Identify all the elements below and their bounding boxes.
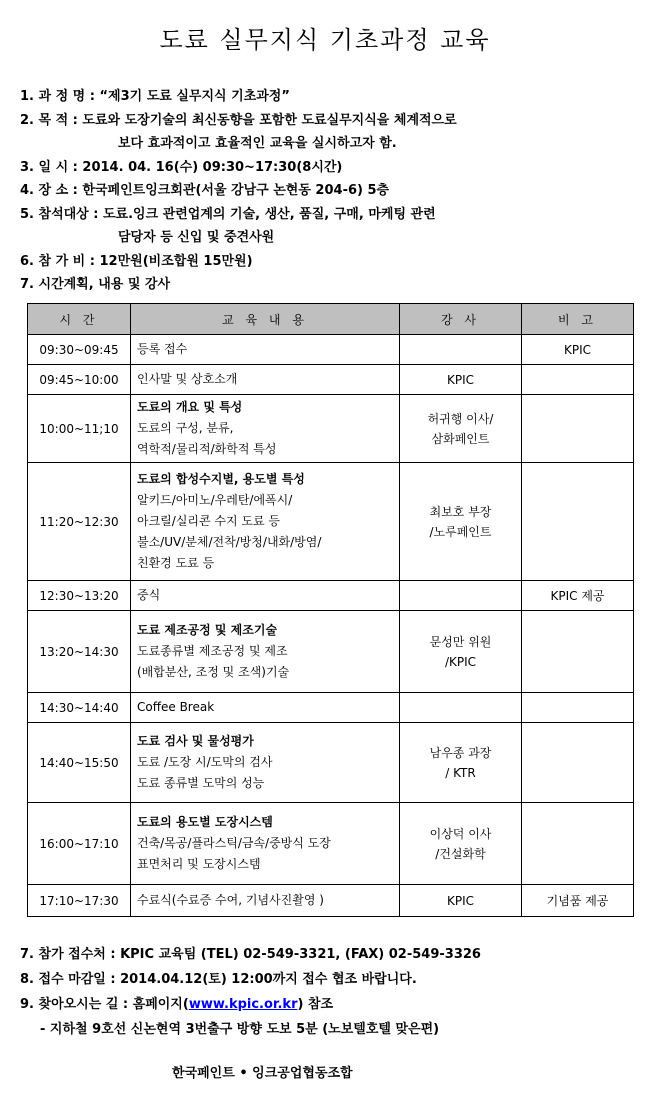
website-link[interactable]: www.kpic.or.kr: [188, 997, 298, 1012]
info-course-name: 1. 과 정 명 : “제3기 도료 실무지식 기초과정”: [20, 89, 290, 104]
row-content: 등록 접수: [131, 335, 400, 365]
info-purpose: 2. 목 적 : 도료와 도장기술의 최신동향을 포함한 도료실무지식을 체계적으로: [20, 112, 457, 128]
row-lecturer: KPIC: [400, 885, 522, 917]
row-note: [522, 723, 634, 803]
row-time: 09:45~10:00: [28, 365, 131, 395]
row-note: 기념품 제공: [522, 885, 634, 917]
row-content: 도료의 개요 및 특성 도료의 구성, 분류, 역학적/물리적/화학적 특성: [131, 395, 400, 463]
row-lecturer: [400, 693, 522, 723]
row-content: 수료식(수료증 수여, 기념사진촬영 ): [131, 885, 400, 917]
row-content: 도료 제조공정 및 제조기술 도료종류별 제조공정 및 제조 (배합분산, 조정 및 조색)기술: [131, 611, 400, 693]
row-note: [522, 365, 634, 395]
row-note: [522, 693, 634, 723]
row-lecturer: 최보호 부장 /노루페인트: [400, 463, 522, 581]
row-time: 14:30~14:40: [28, 693, 131, 723]
row-time: 16:00~17:10: [28, 803, 131, 885]
footer-deadline: 8. 접수 마감일 : 2014.04.12(토) 12:00까지 접수 협조 바랍니다.: [20, 972, 417, 987]
table-row: [28, 693, 634, 723]
table-row: [28, 463, 634, 581]
course-info: [20, 85, 640, 297]
info-purpose-cont: 보다 효과적이고 효율적인 교육을 실시하고자 함.: [118, 136, 397, 151]
row-lecturer: 허귀행 이사/ 삼화페인트: [400, 395, 522, 463]
info-audience-cont: 담당자 등 신입 및 중견사원: [118, 230, 275, 245]
row-lecturer: [400, 581, 522, 611]
row-time: 17:10~17:30: [28, 885, 131, 917]
table-header-row: [28, 304, 634, 335]
row-note: KPIC: [522, 335, 634, 365]
row-content: 중식: [131, 581, 400, 611]
row-note: [522, 463, 634, 581]
row-content: Coffee Break: [131, 693, 400, 723]
table-row: [28, 723, 634, 803]
row-note: KPIC 제공: [522, 581, 634, 611]
row-content: 도료의 용도별 도장시스템 건축/목공/플라스틱/금속/중방식 도장 표면처리 및 도장시스템: [131, 803, 400, 885]
row-lecturer: [400, 335, 522, 365]
row-lecturer: KPIC: [400, 365, 522, 395]
footer-directions: 9. 찾아오시는 길 : 홈페이지(www.kpic.or.kr) 참조: [20, 997, 334, 1012]
row-note: [522, 611, 634, 693]
table-row: [28, 395, 634, 463]
table-row: [28, 885, 634, 917]
table-row: [28, 335, 634, 365]
organization-name: 한국페인트 • 잉크공업협동조합: [172, 1066, 353, 1081]
header-content: 교 육 내 용: [131, 304, 400, 335]
row-time: 14:40~15:50: [28, 723, 131, 803]
info-location: 4. 장 소 : 한국페인트잉크회관(서울 강남구 논현동 204-6) 5층: [20, 183, 390, 198]
row-time: 13:20~14:30: [28, 611, 131, 693]
row-time: 10:00~11;10: [28, 395, 131, 463]
header-lecturer: 강 사: [400, 304, 522, 335]
row-lecturer: 문성만 위원 /KPIC: [400, 611, 522, 693]
header-time: 시 간: [28, 304, 131, 335]
footer-subway: - 지하철 9호선 신논현역 3번출구 방향 도보 5분 (노보텔호텔 맞은편): [40, 1022, 440, 1037]
header-note: 비 고: [522, 304, 634, 335]
row-content: 도료 검사 및 물성평가 도료 /도장 시/도막의 검사 도료 종류별 도막의 성능: [131, 723, 400, 803]
info-datetime: 3. 일 시 : 2014. 04. 16(수) 09:30~17:30(8시간): [20, 159, 343, 175]
row-lecturer: 남우종 과장 / KTR: [400, 723, 522, 803]
row-note: [522, 395, 634, 463]
row-time: 11:20~12:30: [28, 463, 131, 581]
footer-contact: 7. 참가 접수처 : KPIC 교육팀 (TEL) 02-549-3321, (FAX) 02-549-3326: [20, 947, 481, 962]
table-row: [28, 365, 634, 395]
row-lecturer: 이상덕 이사 /건설화학: [400, 803, 522, 885]
table-row: [28, 611, 634, 693]
row-time: 12:30~13:20: [28, 581, 131, 611]
row-note: [522, 803, 634, 885]
row-content: 인사말 및 상호소개: [131, 365, 400, 395]
row-content: 도료의 합성수지별, 용도별 특성 알키드/아미노/우레탄/에폭시/ 아크릴/실리콘 수지 도료 등 불소/UV/분체/전착/방청/내화/방염/ 친환경 도료 등: [131, 463, 400, 581]
info-audience: 5. 참석대상 : 도료.잉크 관련업계의 기술, 생산, 품질, 구매, 마케팅 관련: [20, 206, 436, 222]
table-row: [28, 581, 634, 611]
info-fee: 6. 참 가 비 : 12만원(비조합원 15만원): [20, 253, 253, 269]
footer-info: [20, 942, 640, 1042]
schedule-table: [27, 303, 634, 917]
info-schedule-heading: 7. 시간계획, 내용 및 강사: [20, 277, 171, 292]
page-title: 도료 실무지식 기초과정 교육: [159, 26, 491, 54]
row-time: 09:30~09:45: [28, 335, 131, 365]
table-row: [28, 803, 634, 885]
